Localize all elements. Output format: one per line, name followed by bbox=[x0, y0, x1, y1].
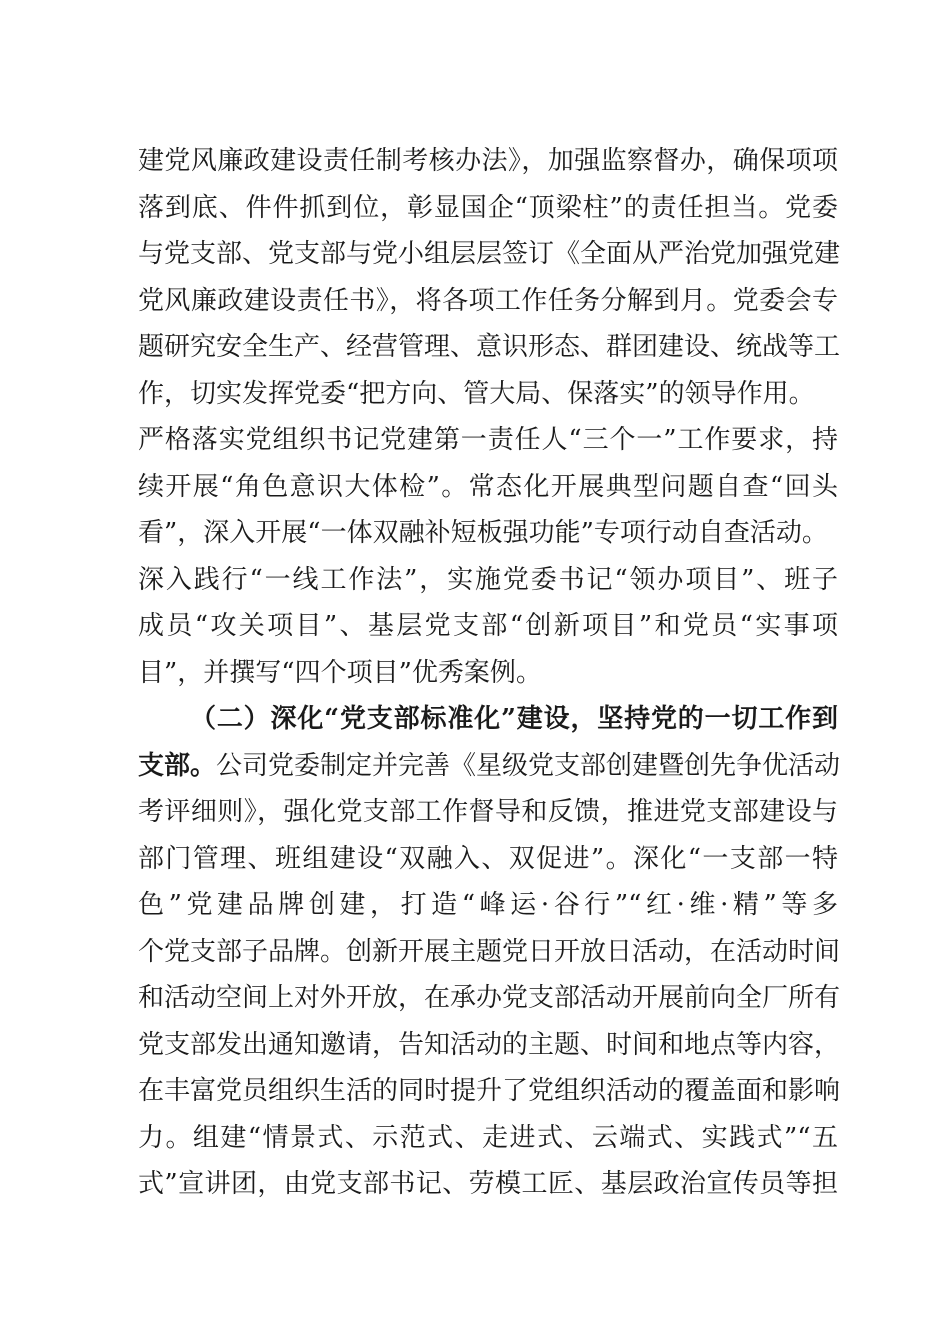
text-line: 题研究安全生产、经营管理、意识形态、群团建设、统战等工 bbox=[138, 332, 841, 362]
body-text bbox=[138, 138, 841, 1208]
text-line: 色”党建品牌创建，打造“峰运·谷行”“红·维·精”等多 bbox=[138, 890, 838, 920]
text-line: 考评细则》，强化党支部工作督导和反馈，推进党支部建设与 bbox=[138, 797, 838, 827]
text-line: 力。组建“情景式、示范式、走进式、云端式、实践式”“五 bbox=[138, 1122, 838, 1153]
text-line: 目”，并撰写“四个项目”优秀案例。 bbox=[138, 657, 542, 688]
paragraph-1 bbox=[138, 138, 841, 696]
text-line: 与党支部、党支部与党小组层层签订《全面从严治党加强党建 bbox=[138, 239, 841, 269]
text-line: 党支部发出通知邀请，告知活动的主题、时间和地点等内容， bbox=[138, 1029, 841, 1060]
text-segment: 公司党委制定并完善《星级党支部创建暨创先争优活动 bbox=[216, 750, 841, 781]
section-heading: （二）深化“党支部标准化”建设，坚持党的一切工作到 bbox=[190, 704, 838, 734]
paragraph-2 bbox=[138, 696, 841, 1208]
text-line: 成员“攻关项目”、基层党支部“创新项目”和党员“实事项 bbox=[138, 611, 838, 641]
text-line: 建党风廉政建设责任制考核办法》，加强监察督办，确保项项 bbox=[138, 146, 838, 176]
text-line: 严格落实党组织书记党建第一责任人“三个一”工作要求，持 bbox=[138, 425, 838, 455]
text-line bbox=[138, 743, 841, 790]
text-line: 看”，深入开展“一体双融补短板强功能”专项行动自查活动。 bbox=[138, 518, 828, 548]
text-line: 式”宣讲团，由党支部书记、劳模工匠、基层政治宣传员等担 bbox=[138, 1169, 838, 1199]
text-line: 和活动空间上对外开放，在承办党支部活动开展前向全厂所有 bbox=[138, 983, 841, 1013]
text-line: 个党支部子品牌。创新开展主题党日开放日活动，在活动时间 bbox=[138, 936, 841, 967]
text-line: 在丰富党员组织生活的同时提升了党组织活动的覆盖面和影响 bbox=[138, 1076, 841, 1106]
text-line: 党风廉政建设责任书》，将各项工作任务分解到月。党委会专 bbox=[138, 285, 838, 316]
text-line: 作，切实发挥党委“把方向、管大局、保落实”的领导作用。 bbox=[138, 378, 815, 409]
section-heading-end: 支部。 bbox=[138, 750, 217, 781]
text-line: 部门管理、班组建设“双融入、双促进”。深化“一支部一特 bbox=[138, 843, 838, 874]
text-line: 落到底、件件抓到位，彰显国企“顶梁柱”的责任担当。党委 bbox=[138, 192, 838, 223]
text-line: 深入践行“一线工作法”，实施党委书记“领办项目”、班子 bbox=[138, 564, 838, 595]
text-line: 续开展“角色意识大体检”。常态化开展典型问题自查“回头 bbox=[138, 471, 838, 502]
